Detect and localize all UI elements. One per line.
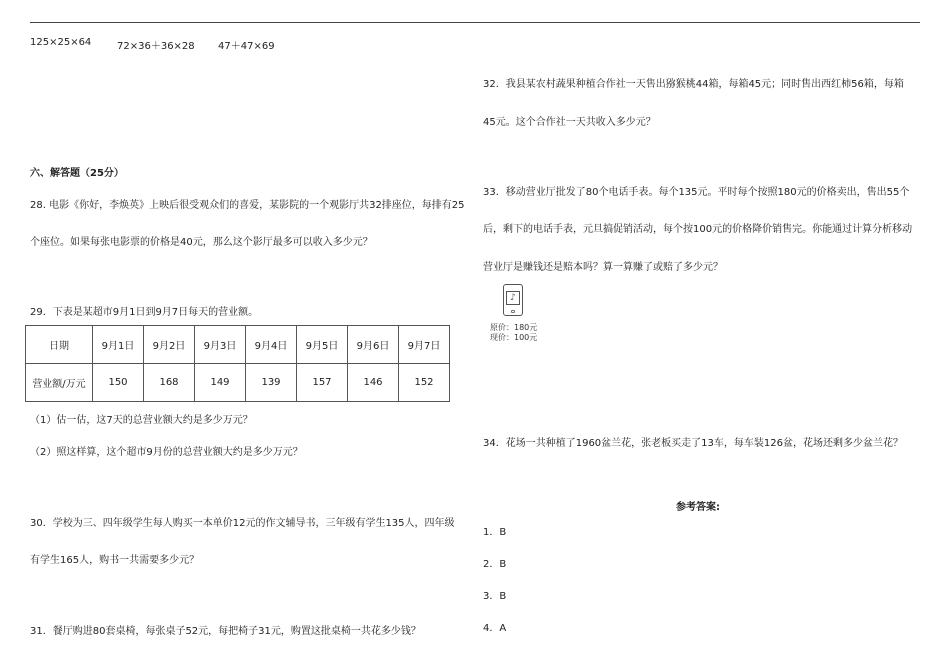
- table-row: [26, 364, 450, 402]
- revenue-header-cell: 营业额/万元: [26, 364, 93, 402]
- revenue-cell: 168: [144, 364, 195, 402]
- q30-line1: 30．学校为三、四年级学生每人购买一本单价12元的作文辅导书，三年级有学生135人，四年级: [30, 518, 455, 529]
- answer-item: 2．B: [483, 559, 507, 570]
- expr-2: 72×36＋36×28: [117, 41, 195, 52]
- date-cell: 9月6日: [348, 326, 399, 364]
- q28-line2: 个座位。如果每张电影票的价格是40元，那么这个影厅最多可以收入多少元？: [30, 237, 373, 248]
- expr-1: 125×25×64: [30, 37, 92, 48]
- q30-line2: 有学生165人，购书一共需要多少元？: [30, 555, 200, 566]
- answer-item: 4．A: [483, 623, 507, 634]
- date-cell: 9月4日: [246, 326, 297, 364]
- expr-3: 47＋47×69: [218, 41, 275, 52]
- top-divider: [30, 22, 920, 23]
- q29-sub1: （1）估一估，这7天的总营业额大约是多少万元？: [30, 415, 253, 426]
- q31-text: 31．餐厅购进80套桌椅，每张桌子52元，每把椅子31元，购置这批桌椅一共花多少钱？: [30, 626, 421, 637]
- revenue-cell: 150: [93, 364, 144, 402]
- answers-title: 参考答案:: [676, 502, 720, 513]
- date-header-cell: 日期: [26, 326, 93, 364]
- smart-watch-icon: ♪: [503, 284, 523, 316]
- date-cell: 9月7日: [399, 326, 450, 364]
- price-original: 原价：180元: [490, 323, 538, 332]
- q33-line3: 营业厅是赚钱还是赔本吗？算一算赚了或赔了多少元？: [483, 262, 723, 273]
- q32-line1: 32．我县某农村蔬果种植合作社一天售出猕猴桃44箱，每箱45元；同时售出西红柿56箱，每箱: [483, 79, 904, 90]
- table-row: [26, 326, 450, 364]
- price-current: 现价：100元: [490, 333, 538, 342]
- revenue-cell: 139: [246, 364, 297, 402]
- revenue-cell: 146: [348, 364, 399, 402]
- revenue-cell: 149: [195, 364, 246, 402]
- q29-title: 29．下表是某超市9月1日到9月7日每天的营业额。: [30, 307, 259, 318]
- q34-text: 34．花场一共种植了1960盆兰花，张老板买走了13车，每车装126盆，花场还剩多少盆兰花？: [483, 438, 903, 449]
- sales-table: [25, 325, 450, 402]
- q29-sub2: （2）照这样算，这个超市9月份的总营业额大约是多少万元？: [30, 447, 303, 458]
- q33-line1: 33．移动营业厅批发了80个电话手表。每个135元。平时每个按照180元的价格卖出，售出55个: [483, 187, 910, 198]
- q33-line2: 后，剩下的电话手表，元旦搞促销活动，每个按100元的价格降价销售完。你能通过计算分析移动: [483, 224, 913, 235]
- q28-line1: 28. 电影《你好，李焕英》上映后很受观众们的喜爱，某影院的一个观影厅共32排座位，每排有25: [30, 200, 465, 211]
- date-cell: 9月2日: [144, 326, 195, 364]
- date-cell: 9月1日: [93, 326, 144, 364]
- q32-line2: 45元。这个合作社一天共收入多少元？: [483, 117, 656, 128]
- date-cell: 9月3日: [195, 326, 246, 364]
- section-6-title: 六、解答题（25分）: [30, 168, 124, 179]
- answer-item: 3．B: [483, 591, 507, 602]
- date-cell: 9月5日: [297, 326, 348, 364]
- revenue-cell: 152: [399, 364, 450, 402]
- revenue-cell: 157: [297, 364, 348, 402]
- answer-item: 1．B: [483, 527, 507, 538]
